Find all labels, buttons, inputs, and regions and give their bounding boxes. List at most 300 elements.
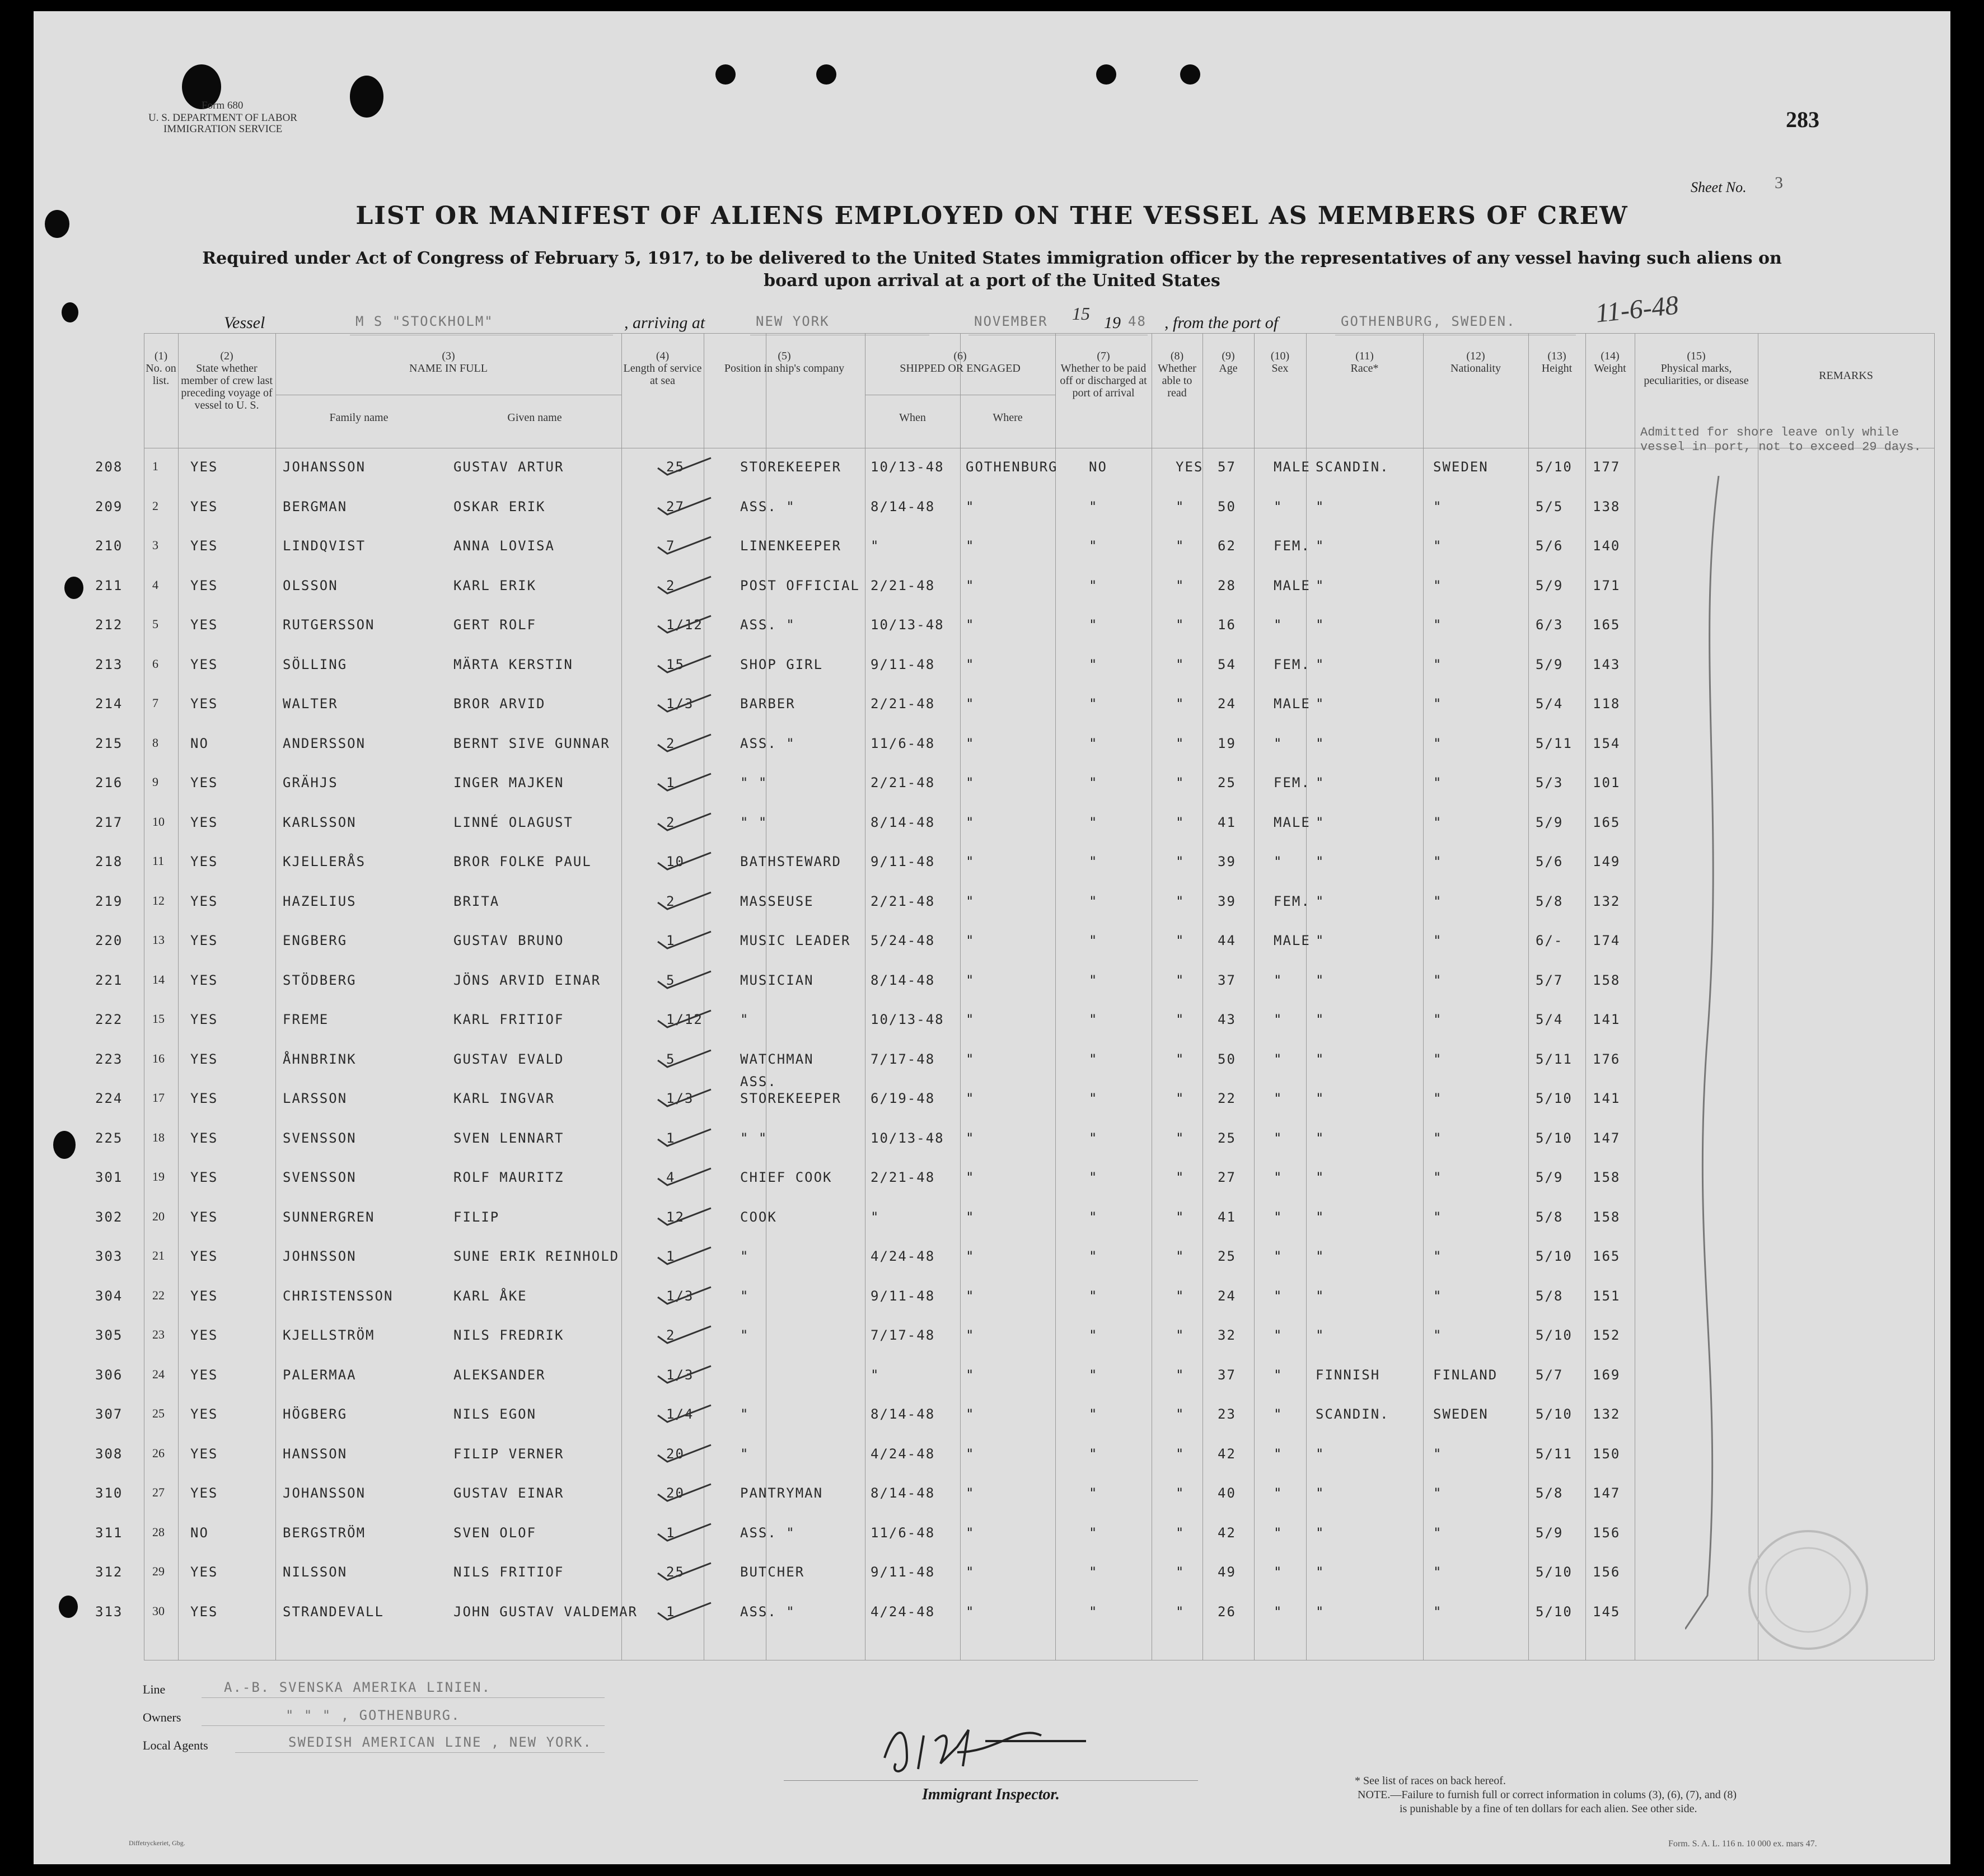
handwritten-date: 11-6-48 — [1594, 290, 1680, 329]
cell-position: LINENKEEPER — [740, 538, 841, 554]
cell-age: 37 — [1218, 1367, 1236, 1383]
cell-when: " — [871, 1367, 880, 1383]
cell-no: 10 — [152, 814, 165, 829]
cell-given: ANNA LOVISA — [453, 538, 555, 554]
cell-prev: YES — [190, 1248, 218, 1264]
cell-read: " — [1176, 1603, 1185, 1620]
cell-weight: 147 — [1593, 1485, 1621, 1501]
cell-when: 2/21-48 — [871, 577, 935, 593]
cell-where: " — [966, 775, 975, 790]
cell-sex: FEM. — [1274, 775, 1311, 790]
cell-family: FREME — [283, 1012, 329, 1027]
cell-race: " — [1316, 1288, 1325, 1304]
check-mark-icon — [655, 1403, 717, 1425]
cell-position: " " — [740, 814, 768, 830]
cell-age: 62 — [1218, 538, 1236, 554]
cell-where: " — [966, 577, 975, 593]
cell-prev: YES — [190, 656, 218, 672]
cell-paid: " — [1089, 972, 1098, 988]
cell-age: 27 — [1218, 1169, 1236, 1185]
cell-given: GERT ROLF — [453, 617, 537, 633]
cell-family: SVENSSON — [283, 1169, 357, 1185]
cell-age: 32 — [1218, 1327, 1236, 1343]
cell-service: 1/3 — [666, 696, 694, 712]
cell-read: " — [1176, 1406, 1185, 1422]
cell-paid: " — [1089, 1327, 1098, 1343]
cell-paid: " — [1089, 498, 1098, 514]
from-port-label: , from the port of — [1164, 314, 1279, 332]
cell-sex: " — [1274, 1445, 1283, 1462]
cell-read: " — [1176, 1367, 1185, 1383]
cell-weight: 147 — [1593, 1130, 1621, 1146]
cell-weight: 151 — [1593, 1288, 1621, 1304]
col-when-header: When — [899, 411, 926, 424]
check-mark-icon — [655, 1482, 717, 1504]
cell-position-top: ASS. — [740, 1074, 777, 1089]
cell-weight: 138 — [1593, 498, 1621, 514]
cell-race: SCANDIN. — [1316, 1406, 1389, 1422]
cell-given: BRITA — [453, 893, 500, 909]
cell-age: 44 — [1218, 933, 1236, 948]
check-mark-icon — [655, 1601, 717, 1623]
cell-prev: YES — [190, 1367, 218, 1383]
cell-no: 23 — [152, 1327, 165, 1341]
cell-weight: 118 — [1593, 696, 1621, 712]
cell-height: 5/11 — [1536, 735, 1573, 751]
cell-nat: " — [1433, 1445, 1443, 1462]
cell-race: " — [1316, 1327, 1325, 1343]
cell-sex: " — [1274, 1406, 1283, 1422]
cell-where: " — [966, 1603, 975, 1620]
cell-where: " — [966, 854, 975, 869]
cell-position: ASS. " — [740, 1603, 796, 1620]
cell-when: 10/13-48 — [871, 1012, 944, 1027]
cell-given: KARL INGVAR — [453, 1091, 555, 1106]
cell-sex: MALE — [1274, 459, 1311, 475]
check-mark-icon — [655, 495, 717, 518]
arriving-port: NEW YORK — [756, 314, 830, 329]
cell-height: 5/5 — [1536, 498, 1564, 514]
cell-prev: NO — [190, 1524, 209, 1541]
cell-given: FILIP VERNER — [453, 1445, 564, 1462]
col-race-header: (11) Race* — [1350, 350, 1379, 375]
cell-race: " — [1316, 1485, 1325, 1501]
cell-race: " — [1316, 1445, 1325, 1462]
cell-age: 28 — [1218, 577, 1236, 593]
cell-prev: YES — [190, 1288, 218, 1304]
cell-when: 8/14-48 — [871, 972, 935, 988]
check-mark-icon — [655, 1443, 717, 1465]
check-mark-icon — [655, 1166, 717, 1189]
cell-margin: 222 — [95, 1012, 123, 1027]
cell-given: BROR FOLKE PAUL — [453, 854, 592, 869]
cell-family: SUNNERGREN — [283, 1209, 375, 1225]
check-mark-icon — [655, 693, 717, 715]
cell-given: JOHN GUSTAV VALDEMAR — [453, 1603, 638, 1620]
cell-service: 5 — [666, 1051, 676, 1067]
punch-hole-top-4 — [1180, 64, 1200, 85]
cell-where: " — [966, 1524, 975, 1541]
cell-paid: " — [1089, 1564, 1098, 1580]
cell-service: 1/4 — [666, 1406, 694, 1422]
cell-family: HAZELIUS — [283, 893, 357, 909]
official-stamp-seal — [1741, 1523, 1875, 1657]
cell-position: " " — [740, 1130, 768, 1146]
vessel-label: Vessel — [224, 314, 265, 332]
cell-given: GUSTAV BRUNO — [453, 933, 564, 948]
cell-read: " — [1176, 933, 1185, 948]
cell-service: 10 — [666, 854, 685, 869]
cell-no: 6 — [152, 656, 158, 671]
cell-weight: 132 — [1593, 893, 1621, 909]
cell-weight: 140 — [1593, 538, 1621, 554]
cell-sex: " — [1274, 1169, 1283, 1185]
cell-race: " — [1316, 854, 1325, 869]
cell-service: 2 — [666, 577, 676, 593]
cell-sex: " — [1274, 1091, 1283, 1106]
cell-weight: 101 — [1593, 775, 1621, 790]
check-mark-icon — [655, 1048, 717, 1070]
cell-read: " — [1176, 1288, 1185, 1304]
cell-height: 5/8 — [1536, 893, 1564, 909]
cell-position: MASSEUSE — [740, 893, 814, 909]
cell-no: 25 — [152, 1406, 165, 1420]
cell-position: " — [740, 1248, 750, 1264]
cell-age: 54 — [1218, 656, 1236, 672]
cell-sex: FEM. — [1274, 538, 1311, 554]
cell-paid: " — [1089, 933, 1098, 948]
cell-height: 5/11 — [1536, 1445, 1573, 1462]
cell-age: 50 — [1218, 1051, 1236, 1067]
cell-margin: 305 — [95, 1327, 123, 1343]
check-mark-icon — [655, 1364, 717, 1386]
cell-read: " — [1176, 972, 1185, 988]
manifest-sheet — [34, 11, 1950, 1864]
cell-when: 10/13-48 — [871, 1130, 944, 1146]
cell-prev: YES — [190, 498, 218, 514]
service-name: IMMIGRATION SERVICE — [163, 123, 283, 135]
cell-given: INGER MAJKEN — [453, 775, 564, 790]
cell-given: KARL FRITIOF — [453, 1012, 564, 1027]
subtitle-line-2: board upon arrival at a port of the United States — [764, 271, 1220, 291]
check-mark-icon — [655, 574, 717, 597]
cell-age: 23 — [1218, 1406, 1236, 1422]
cell-given: MÄRTA KERSTIN — [453, 656, 573, 672]
check-mark-icon — [655, 456, 717, 478]
cell-sex: MALE — [1274, 696, 1311, 712]
cell-read: " — [1176, 814, 1185, 830]
cell-paid: " — [1089, 735, 1098, 751]
cell-nat: " — [1433, 1248, 1443, 1264]
cell-where: " — [966, 1169, 975, 1185]
cell-height: 5/6 — [1536, 538, 1564, 554]
check-mark-icon — [655, 1206, 717, 1228]
cell-margin: 310 — [95, 1485, 123, 1501]
cell-service: 1/3 — [666, 1367, 694, 1383]
cell-race: " — [1316, 1169, 1325, 1185]
cell-height: 5/10 — [1536, 1603, 1573, 1620]
cell-when: 4/24-48 — [871, 1248, 935, 1264]
cell-given: OSKAR ERIK — [453, 498, 546, 514]
cell-nat: " — [1433, 1603, 1443, 1620]
cell-weight: 154 — [1593, 735, 1621, 751]
cell-sex: MALE — [1274, 814, 1311, 830]
cell-height: 5/10 — [1536, 1130, 1573, 1146]
cell-nat: " — [1433, 1564, 1443, 1580]
col-sex-header: (10) Sex — [1270, 350, 1290, 375]
cell-read: " — [1176, 577, 1185, 593]
cell-margin: 302 — [95, 1209, 123, 1225]
inspector-signature — [873, 1713, 1097, 1780]
cell-given: NILS FRITIOF — [453, 1564, 564, 1580]
cell-family: SÖLLING — [283, 656, 348, 672]
cell-given: KARL ÅKE — [453, 1288, 527, 1304]
cell-height: 5/11 — [1536, 1051, 1573, 1067]
cell-when: 4/24-48 — [871, 1603, 935, 1620]
cell-weight: 150 — [1593, 1445, 1621, 1462]
cell-prev: YES — [190, 1169, 218, 1185]
cell-margin: 224 — [95, 1091, 123, 1106]
cell-race: " — [1316, 1012, 1325, 1027]
cell-paid: " — [1089, 1524, 1098, 1541]
cell-family: JOHANSSON — [283, 459, 366, 475]
cell-nat: " — [1433, 538, 1443, 554]
cell-service: 1 — [666, 775, 676, 790]
cell-read: " — [1176, 775, 1185, 790]
cell-family: HÖGBERG — [283, 1406, 348, 1422]
cell-nat: " — [1433, 735, 1443, 751]
cell-position: " " — [740, 775, 768, 790]
cell-family: STRANDEVALL — [283, 1603, 384, 1620]
cell-when: " — [871, 538, 880, 554]
cell-family: SVENSSON — [283, 1130, 357, 1146]
cell-position: POST OFFICIAL — [740, 577, 860, 593]
cell-height: 5/8 — [1536, 1288, 1564, 1304]
cell-prev: YES — [190, 1564, 218, 1580]
cell-weight: 149 — [1593, 854, 1621, 869]
cell-age: 39 — [1218, 854, 1236, 869]
col-paid-off-header: (7) Whether to be paid off or discharged at port of arrival — [1060, 350, 1147, 399]
cell-position: CHIEF COOK — [740, 1169, 832, 1185]
cell-no: 21 — [152, 1248, 165, 1262]
cell-margin: 304 — [95, 1288, 123, 1304]
inspector-label: Immigrant Inspector. — [922, 1786, 1060, 1803]
cell-when: 9/11-48 — [871, 1564, 935, 1580]
form-number: Form 680 — [202, 100, 244, 111]
col-weight-header: (14) Weight — [1594, 350, 1626, 375]
cell-when: 2/21-48 — [871, 775, 935, 790]
line-value: A.-B. SVENSKA AMERIKA LINIEN. — [224, 1679, 492, 1695]
cell-nat: SWEDEN — [1433, 1406, 1489, 1422]
cell-where: " — [966, 538, 975, 554]
check-mark-icon — [655, 1127, 717, 1149]
cell-weight: 145 — [1593, 1603, 1621, 1620]
cell-weight: 156 — [1593, 1564, 1621, 1580]
cell-no: 27 — [152, 1485, 165, 1499]
cell-position: BARBER — [740, 696, 796, 712]
cell-service: 20 — [666, 1485, 685, 1501]
cell-given: SUNE ERIK REINHOLD — [453, 1248, 620, 1264]
cell-service: 1/3 — [666, 1091, 694, 1106]
cell-given: GUSTAV ARTUR — [453, 459, 564, 475]
cell-margin: 306 — [95, 1367, 123, 1383]
cell-race: " — [1316, 814, 1325, 830]
cell-margin: 210 — [95, 538, 123, 554]
cell-height: 5/9 — [1536, 577, 1564, 593]
cell-race: FINNISH — [1316, 1367, 1381, 1383]
cell-where: " — [966, 1485, 975, 1501]
cell-family: GRÄHJS — [283, 775, 338, 790]
cell-read: " — [1176, 1012, 1185, 1027]
cell-read: " — [1176, 538, 1185, 554]
cell-where: " — [966, 893, 975, 909]
cell-height: 5/7 — [1536, 1367, 1564, 1383]
col-prev-voyage-header: (2) State whether member of crew last preceding voyage of vessel to U. S. — [181, 350, 273, 411]
cell-margin: 308 — [95, 1445, 123, 1462]
cell-race: " — [1316, 696, 1325, 712]
cell-height: 5/8 — [1536, 1209, 1564, 1225]
cell-service: 25 — [666, 459, 685, 475]
check-mark-icon — [655, 929, 717, 952]
cell-height: 5/4 — [1536, 1012, 1564, 1027]
cell-sex: " — [1274, 1248, 1283, 1264]
cell-height: 5/10 — [1536, 1248, 1573, 1264]
cell-race: " — [1316, 498, 1325, 514]
cell-paid: " — [1089, 617, 1098, 633]
cell-family: KJELLSTRÖM — [283, 1327, 375, 1343]
cell-family: STÖDBERG — [283, 972, 357, 988]
cell-no: 29 — [152, 1564, 165, 1578]
cell-sex: FEM. — [1274, 656, 1311, 672]
cell-family: KARLSSON — [283, 814, 357, 830]
cell-no: 8 — [152, 735, 158, 750]
cell-margin: 212 — [95, 617, 123, 633]
cell-sex: " — [1274, 1012, 1283, 1027]
cell-read: " — [1176, 1130, 1185, 1146]
cell-prev: YES — [190, 1130, 218, 1146]
check-mark-icon — [655, 1008, 717, 1031]
cell-read: " — [1176, 1564, 1185, 1580]
cell-height: 5/10 — [1536, 1091, 1573, 1106]
cell-paid: " — [1089, 1209, 1098, 1225]
col-remarks-header: REMARKS — [1819, 369, 1873, 382]
cell-nat: " — [1433, 696, 1443, 712]
cell-paid: " — [1089, 1445, 1098, 1462]
cell-no: 11 — [152, 854, 165, 868]
col-shipped-header: (6) SHIPPED OR ENGAGED — [900, 350, 1021, 375]
cell-sex: " — [1274, 1051, 1283, 1067]
cell-height: 6/3 — [1536, 617, 1564, 633]
cell-margin: 301 — [95, 1169, 123, 1185]
cell-nat: " — [1433, 893, 1443, 909]
cell-height: 5/10 — [1536, 1564, 1573, 1580]
cell-margin: 213 — [95, 656, 123, 672]
cell-read: " — [1176, 854, 1185, 869]
cell-when: 8/14-48 — [871, 498, 935, 514]
cell-nat: " — [1433, 1051, 1443, 1067]
col-where-header: Where — [993, 411, 1023, 424]
cell-read: " — [1176, 1485, 1185, 1501]
cell-given: BERNT SIVE GUNNAR — [453, 735, 610, 751]
cell-age: 37 — [1218, 972, 1236, 988]
cell-where: " — [966, 1248, 975, 1264]
cell-family: ÅHNBRINK — [283, 1051, 357, 1067]
cell-when: 6/19-48 — [871, 1091, 935, 1106]
cell-paid: " — [1089, 1485, 1098, 1501]
cell-no: 26 — [152, 1445, 165, 1460]
cell-where: " — [966, 1445, 975, 1462]
cell-race: " — [1316, 1248, 1325, 1264]
punch-hole-left-4 — [53, 1131, 76, 1159]
cell-read: " — [1176, 617, 1185, 633]
cell-where: " — [966, 1209, 975, 1225]
cell-no: 20 — [152, 1209, 165, 1223]
cell-no: 12 — [152, 893, 165, 907]
cell-when: 2/21-48 — [871, 696, 935, 712]
cell-race: " — [1316, 538, 1325, 554]
cell-race: SCANDIN. — [1316, 459, 1389, 475]
cell-weight: 158 — [1593, 1209, 1621, 1225]
cell-when: 2/21-48 — [871, 893, 935, 909]
cell-prev: YES — [190, 1091, 218, 1106]
cell-paid: " — [1089, 1248, 1098, 1264]
cell-nat: " — [1433, 933, 1443, 948]
cell-prev: YES — [190, 814, 218, 830]
cell-margin: 217 — [95, 814, 123, 830]
cell-position: ASS. " — [740, 617, 796, 633]
cell-nat: " — [1433, 656, 1443, 672]
cell-position: " — [740, 1288, 750, 1304]
cell-nat: " — [1433, 577, 1443, 593]
cell-service: 2 — [666, 814, 676, 830]
cell-margin: 214 — [95, 696, 123, 712]
cell-no: 4 — [152, 577, 158, 592]
cell-sex: " — [1274, 1288, 1283, 1304]
cell-given: BROR ARVID — [453, 696, 546, 712]
cell-no: 7 — [152, 696, 158, 710]
cell-service: 1 — [666, 1603, 676, 1620]
cell-read: " — [1176, 1051, 1185, 1067]
cell-family: OLSSON — [283, 577, 338, 593]
cell-age: 19 — [1218, 735, 1236, 751]
cell-no: 5 — [152, 617, 158, 631]
cell-where: " — [966, 933, 975, 948]
cell-margin: 219 — [95, 893, 123, 909]
cell-where: " — [966, 656, 975, 672]
check-mark-icon — [655, 1245, 717, 1267]
cell-service: 7 — [666, 538, 676, 554]
cell-height: 5/9 — [1536, 1169, 1564, 1185]
cell-race: " — [1316, 656, 1325, 672]
cell-no: 2 — [152, 498, 158, 513]
cell-family: JOHNSSON — [283, 1248, 357, 1264]
sheet-number: 3 — [1775, 174, 1783, 192]
cell-read: " — [1176, 1248, 1185, 1264]
cell-when: 11/6-48 — [871, 1524, 935, 1541]
cell-prev: YES — [190, 775, 218, 790]
cell-family: PALERMAA — [283, 1367, 357, 1383]
cell-sex: " — [1274, 854, 1283, 869]
cell-no: 16 — [152, 1051, 165, 1065]
cell-no: 3 — [152, 538, 158, 552]
cell-weight: 141 — [1593, 1012, 1621, 1027]
cell-height: 5/10 — [1536, 459, 1573, 475]
cell-when: 7/17-48 — [871, 1051, 935, 1067]
cell-prev: NO — [190, 735, 209, 751]
cell-nat: " — [1433, 1485, 1443, 1501]
cell-paid: " — [1089, 1169, 1098, 1185]
check-mark-icon — [655, 732, 717, 755]
